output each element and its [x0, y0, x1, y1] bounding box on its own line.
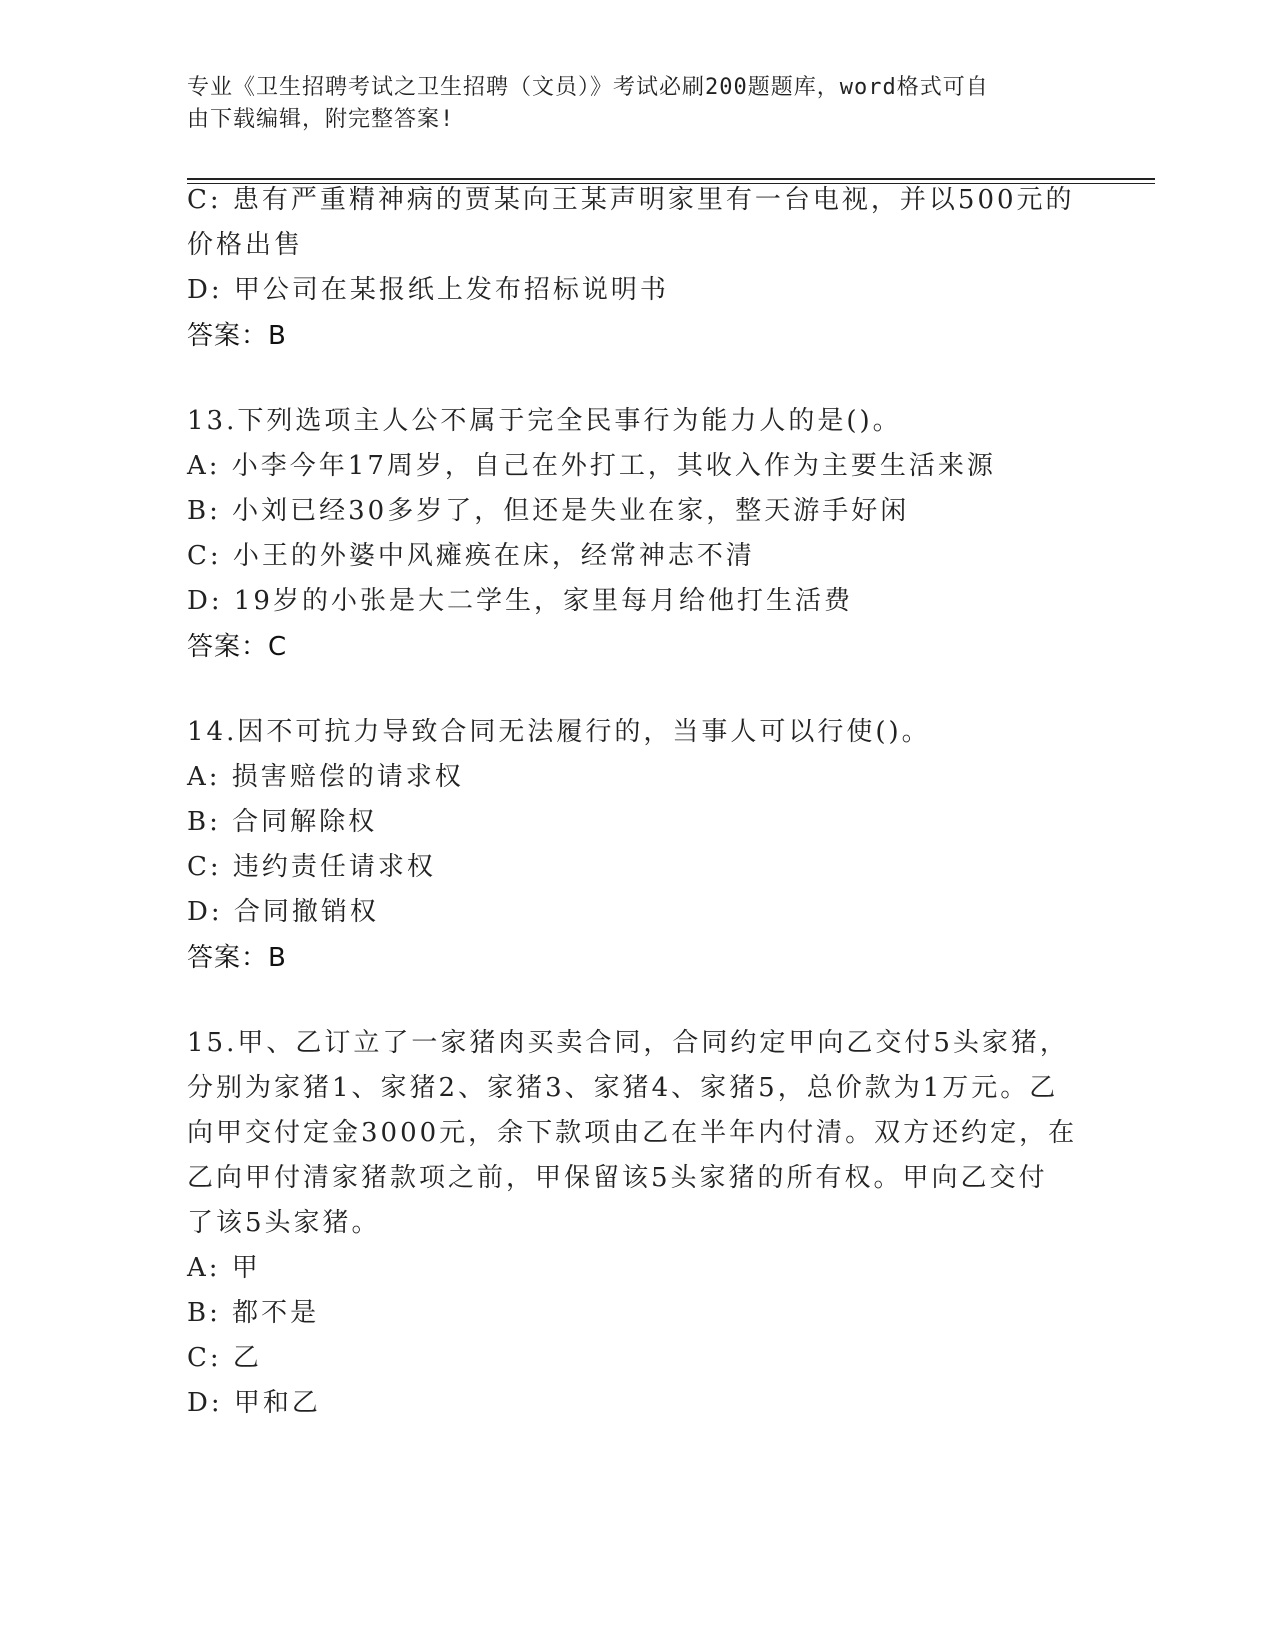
question-12-continued — [187, 178, 1087, 359]
answer-row — [187, 935, 1087, 981]
answer-value: B — [268, 943, 287, 973]
spacer — [187, 359, 1087, 399]
spacer — [187, 981, 1087, 1021]
option-d: D: 合同撤销权 — [187, 897, 379, 927]
option-a: A: 小李今年17周岁，自己在外打工，其收入作为主要生活来源 — [187, 451, 996, 481]
option-b: B: 都不是 — [187, 1298, 320, 1328]
question-stem-line: 15.甲、乙订立了一家猪肉买卖合同，合同约定甲向乙交付5头家猪， — [187, 1028, 1069, 1058]
option-c: C: 小王的外婆中风瘫痪在床，经常神志不清 — [187, 541, 755, 571]
option-c: C: 患有严重精神病的贾某向王某声明家里有一台电视，并以500元的 — [187, 185, 1075, 215]
answer-label: 答案： — [187, 632, 269, 662]
answer-row — [187, 313, 1087, 359]
answer-label: 答案： — [187, 943, 269, 973]
question-14 — [187, 710, 1087, 981]
option-d: D: 甲公司在某报纸上发布招标说明书 — [187, 275, 669, 305]
answer-row — [187, 624, 1087, 670]
question-stem-line: 了该5头家猪。 — [187, 1208, 381, 1238]
answer-value: C — [268, 632, 288, 662]
option-c-continued: 价格出售 — [187, 230, 304, 260]
header-line-2: 由下载编辑，附完整答案! — [187, 107, 455, 132]
document-header — [187, 72, 1067, 136]
option-d: D: 甲和乙 — [187, 1388, 321, 1418]
option-a: A: 损害赔偿的请求权 — [187, 762, 464, 792]
question-15 — [187, 1021, 1087, 1426]
question-stem: 14.因不可抗力导致合同无法履行的，当事人可以行使()。 — [187, 717, 931, 747]
option-a: A: 甲 — [187, 1253, 261, 1283]
answer-label: 答案： — [187, 321, 269, 351]
question-13 — [187, 399, 1087, 670]
document-body — [187, 185, 1087, 1426]
option-b: B: 小刘已经30多岁了，但还是失业在家，整天游手好闲 — [187, 496, 910, 526]
question-stem-line: 乙向甲付清家猪款项之前，甲保留该5头家猪的所有权。甲向乙交付 — [187, 1163, 1048, 1193]
header-line-1: 专业《卫生招聘考试之卫生招聘（文员）》考试必刷200题题库，word格式可自 — [187, 75, 989, 100]
question-stem-line: 分别为家猪1、家猪2、家猪3、家猪4、家猪5，总价款为1万元。乙 — [187, 1073, 1059, 1103]
option-c: C: 乙 — [187, 1343, 262, 1373]
question-stem: 13.下列选项主人公不属于完全民事行为能力人的是()。 — [187, 406, 902, 436]
option-c: C: 违约责任请求权 — [187, 852, 436, 882]
question-stem-line: 向甲交付定金3000元，余下款项由乙在半年内付清。双方还约定，在 — [187, 1118, 1078, 1148]
answer-value: B — [268, 321, 287, 351]
spacer — [187, 670, 1087, 710]
option-b: B: 合同解除权 — [187, 807, 378, 837]
option-d: D: 19岁的小张是大二学生，家里每月给他打生活费 — [187, 586, 853, 616]
